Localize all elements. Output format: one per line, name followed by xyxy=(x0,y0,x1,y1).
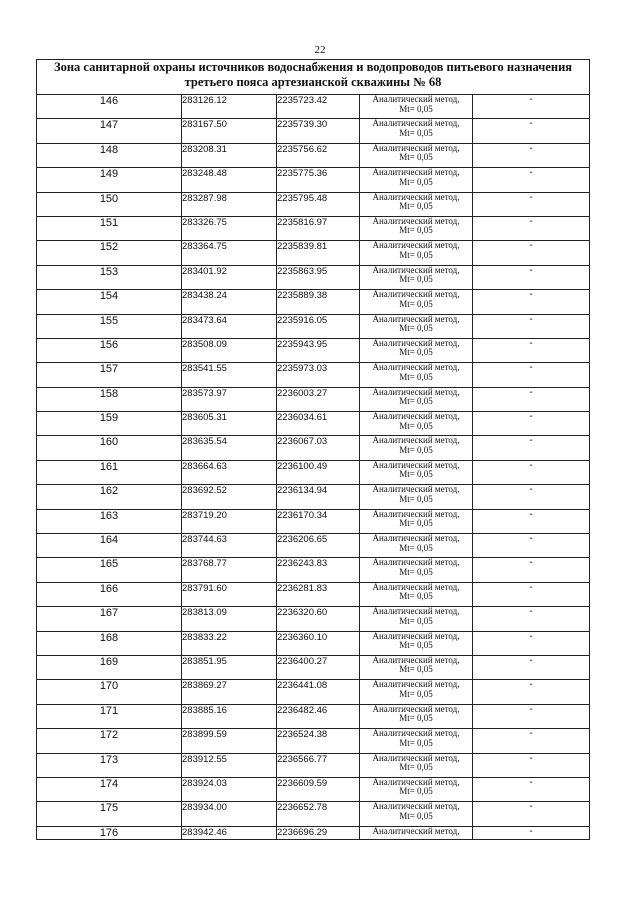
method-text: Аналитический метод, xyxy=(372,460,460,470)
point-number-cell: 151 xyxy=(37,216,182,240)
method-text: Аналитический метод, xyxy=(372,314,460,324)
method-cell xyxy=(360,607,473,631)
point-number-cell: 168 xyxy=(37,631,182,655)
point-number-cell: 153 xyxy=(37,265,182,289)
table-row xyxy=(37,631,590,655)
method-text: Аналитический метод, xyxy=(372,289,460,300)
x-coordinate-cell: 283934.00 xyxy=(182,802,277,826)
x-coordinate-cell: 283885.16 xyxy=(182,704,277,728)
table-row xyxy=(37,777,590,801)
accuracy-text: Mt= 0,05 xyxy=(399,542,433,553)
method-text: Аналитический метод, xyxy=(372,118,460,129)
method-cell xyxy=(360,119,473,143)
table-row xyxy=(37,655,590,679)
method-text: Аналитический метод, xyxy=(372,94,460,104)
table-row xyxy=(37,729,590,753)
note-cell: - xyxy=(473,412,590,436)
table-row xyxy=(37,558,590,582)
x-coordinate-cell: 283438.24 xyxy=(182,290,277,314)
note-cell: - xyxy=(473,655,590,679)
y-coordinate-cell: 2236067.03 xyxy=(277,436,360,460)
method-text: Аналитический метод, xyxy=(372,240,460,251)
table-row xyxy=(37,802,590,826)
method-cell xyxy=(360,680,473,704)
table-row xyxy=(37,216,590,240)
y-coordinate-cell: 2235775.36 xyxy=(277,168,360,192)
point-number-cell: 163 xyxy=(37,509,182,533)
x-coordinate-cell: 283942.46 xyxy=(182,826,277,839)
method-text: Аналитический метод, xyxy=(372,509,460,519)
table-row xyxy=(37,826,590,839)
accuracy-text: Mt= 0,05 xyxy=(399,664,433,675)
point-number-cell: 155 xyxy=(37,314,182,338)
table-row xyxy=(37,290,590,314)
accuracy-text: Mt= 0,05 xyxy=(399,201,433,212)
table-row xyxy=(37,436,590,460)
y-coordinate-cell: 2236281.83 xyxy=(277,582,360,606)
note-cell: - xyxy=(473,485,590,509)
point-number-cell: 160 xyxy=(37,436,182,460)
accuracy-text: Mt= 0,05 xyxy=(399,762,433,773)
method-text: Аналитический метод, xyxy=(372,216,460,226)
accuracy-text: Mt= 0,05 xyxy=(399,371,433,382)
x-coordinate-cell: 283664.63 xyxy=(182,460,277,484)
note-cell: - xyxy=(473,777,590,801)
method-text: Аналитический метод, xyxy=(372,435,460,446)
x-coordinate-cell: 283208.31 xyxy=(182,143,277,167)
accuracy-text: Mt= 0,05 xyxy=(399,298,433,309)
method-cell xyxy=(360,534,473,558)
note-cell: - xyxy=(473,802,590,826)
table-body xyxy=(37,95,590,840)
table-row xyxy=(37,704,590,728)
note-cell: - xyxy=(473,363,590,387)
note-cell: - xyxy=(473,680,590,704)
note-cell: - xyxy=(473,826,590,839)
y-coordinate-cell: 2236524.38 xyxy=(277,729,360,753)
accuracy-text: Mt= 0,05 xyxy=(399,640,433,651)
point-number-cell: 162 xyxy=(37,485,182,509)
y-coordinate-cell: 2235973.03 xyxy=(277,363,360,387)
y-coordinate-cell: 2236566.77 xyxy=(277,753,360,777)
point-number-cell: 156 xyxy=(37,338,182,362)
y-coordinate-cell: 2236441.08 xyxy=(277,680,360,704)
accuracy-text: Mt= 0,05 xyxy=(399,591,433,602)
point-number-cell: 148 xyxy=(37,143,182,167)
method-text: Аналитический метод, xyxy=(372,582,460,592)
accuracy-text: Mt= 0,05 xyxy=(399,152,433,163)
y-coordinate-cell: 2236134.94 xyxy=(277,485,360,509)
note-cell: - xyxy=(473,168,590,192)
method-text: Аналитический метод, xyxy=(372,484,460,495)
accuracy-text: Mt= 0,05 xyxy=(399,176,433,187)
method-cell xyxy=(360,704,473,728)
accuracy-text: Mt= 0,05 xyxy=(399,518,433,529)
y-coordinate-cell: 2236360.10 xyxy=(277,631,360,655)
accuracy-text: Mt= 0,05 xyxy=(399,274,433,285)
note-cell: - xyxy=(473,704,590,728)
x-coordinate-cell: 283248.48 xyxy=(182,168,277,192)
x-coordinate-cell: 283851.95 xyxy=(182,655,277,679)
y-coordinate-cell: 2235795.48 xyxy=(277,192,360,216)
x-coordinate-cell: 283924.03 xyxy=(182,777,277,801)
table-row xyxy=(37,95,590,119)
table-row xyxy=(37,265,590,289)
table-row xyxy=(37,338,590,362)
x-coordinate-cell: 283605.31 xyxy=(182,412,277,436)
accuracy-text: Mt= 0,05 xyxy=(399,688,433,699)
y-coordinate-cell: 2235816.97 xyxy=(277,216,360,240)
note-cell: - xyxy=(473,729,590,753)
y-coordinate-cell: 2236003.27 xyxy=(277,387,360,411)
table-row xyxy=(37,143,590,167)
method-cell xyxy=(360,777,473,801)
point-number-cell: 147 xyxy=(37,119,182,143)
table-row xyxy=(37,119,590,143)
method-cell xyxy=(360,826,473,839)
point-number-cell: 170 xyxy=(37,680,182,704)
method-text: Аналитический метод, xyxy=(372,387,460,397)
note-cell: - xyxy=(473,265,590,289)
method-cell xyxy=(360,290,473,314)
method-cell xyxy=(360,729,473,753)
method-text: Аналитический метод, xyxy=(372,265,460,275)
method-text: Аналитический метод, xyxy=(372,411,460,422)
accuracy-text: Mt= 0,05 xyxy=(399,103,433,114)
x-coordinate-cell: 283869.27 xyxy=(182,680,277,704)
accuracy-text: Mt= 0,05 xyxy=(399,810,433,821)
x-coordinate-cell: 283813.09 xyxy=(182,607,277,631)
table-row xyxy=(37,460,590,484)
y-coordinate-cell: 2235916.05 xyxy=(277,314,360,338)
method-text: Аналитический метод, xyxy=(372,801,460,812)
note-cell: - xyxy=(473,387,590,411)
table-row xyxy=(37,412,590,436)
note-cell: - xyxy=(473,436,590,460)
accuracy-text: Mt= 0,05 xyxy=(399,249,433,260)
point-number-cell: 164 xyxy=(37,534,182,558)
y-coordinate-cell: 2236034.61 xyxy=(277,412,360,436)
y-coordinate-cell: 2235756.62 xyxy=(277,143,360,167)
y-coordinate-cell: 2236206.65 xyxy=(277,534,360,558)
x-coordinate-cell: 283167.50 xyxy=(182,119,277,143)
point-number-cell: 154 xyxy=(37,290,182,314)
note-cell: - xyxy=(473,119,590,143)
table-row xyxy=(37,314,590,338)
accuracy-text: Mt= 0,05 xyxy=(399,615,433,626)
method-cell xyxy=(360,460,473,484)
method-cell xyxy=(360,363,473,387)
x-coordinate-cell: 283126.12 xyxy=(182,95,277,119)
x-coordinate-cell: 283744.63 xyxy=(182,534,277,558)
y-coordinate-cell: 2236696.29 xyxy=(277,826,360,839)
table-row xyxy=(37,680,590,704)
x-coordinate-cell: 283912.55 xyxy=(182,753,277,777)
y-coordinate-cell: 2235839.81 xyxy=(277,241,360,265)
accuracy-text: Mt= 0,05 xyxy=(399,786,433,797)
method-text: Аналитический метод, xyxy=(372,143,460,153)
x-coordinate-cell: 283692.52 xyxy=(182,485,277,509)
note-cell: - xyxy=(473,509,590,533)
method-text: Аналитический метод, xyxy=(372,557,460,568)
method-cell xyxy=(360,338,473,362)
table-row xyxy=(37,168,590,192)
note-cell: - xyxy=(473,216,590,240)
method-cell xyxy=(360,265,473,289)
method-text: Аналитический метод, xyxy=(372,606,460,617)
method-cell xyxy=(360,143,473,167)
x-coordinate-cell: 283573.97 xyxy=(182,387,277,411)
note-cell: - xyxy=(473,631,590,655)
y-coordinate-cell: 2235723.42 xyxy=(277,95,360,119)
point-number-cell: 169 xyxy=(37,655,182,679)
note-cell: - xyxy=(473,558,590,582)
x-coordinate-cell: 283326.75 xyxy=(182,216,277,240)
point-number-cell: 171 xyxy=(37,704,182,728)
method-text: Аналитический метод, xyxy=(372,167,460,178)
method-cell xyxy=(360,314,473,338)
note-cell: - xyxy=(473,314,590,338)
method-text: Аналитический метод, xyxy=(372,192,460,202)
y-coordinate-cell: 2236170.34 xyxy=(277,509,360,533)
table-row xyxy=(37,607,590,631)
method-cell xyxy=(360,95,473,119)
method-cell xyxy=(360,216,473,240)
x-coordinate-cell: 283287.98 xyxy=(182,192,277,216)
method-cell xyxy=(360,241,473,265)
method-cell xyxy=(360,802,473,826)
point-number-cell: 158 xyxy=(37,387,182,411)
note-cell: - xyxy=(473,95,590,119)
method-cell xyxy=(360,582,473,606)
point-number-cell: 165 xyxy=(37,558,182,582)
note-cell: - xyxy=(473,290,590,314)
method-cell xyxy=(360,655,473,679)
table-row xyxy=(37,192,590,216)
x-coordinate-cell: 283401.92 xyxy=(182,265,277,289)
point-number-cell: 174 xyxy=(37,777,182,801)
method-text: Аналитический метод, xyxy=(372,362,460,373)
method-text: Аналитический метод, xyxy=(372,777,460,787)
x-coordinate-cell: 283364.75 xyxy=(182,241,277,265)
table-row xyxy=(37,753,590,777)
point-number-cell: 172 xyxy=(37,729,182,753)
table-row xyxy=(37,485,590,509)
accuracy-text: Mt= 0,05 xyxy=(399,323,433,334)
accuracy-text: Mt= 0,05 xyxy=(399,347,433,358)
method-text: Аналитический метод, xyxy=(372,753,460,763)
note-cell: - xyxy=(473,143,590,167)
point-number-cell: 175 xyxy=(37,802,182,826)
method-cell xyxy=(360,192,473,216)
accuracy-text: Mt= 0,05 xyxy=(399,713,433,724)
y-coordinate-cell: 2236652.78 xyxy=(277,802,360,826)
y-coordinate-cell: 2236100.49 xyxy=(277,460,360,484)
method-cell xyxy=(360,753,473,777)
x-coordinate-cell: 283635.54 xyxy=(182,436,277,460)
note-cell: - xyxy=(473,582,590,606)
method-text: Аналитический метод, xyxy=(372,679,460,690)
method-text: Аналитический метод, xyxy=(372,826,460,836)
method-text: Аналитический метод, xyxy=(372,655,460,665)
accuracy-text: Mt= 0,05 xyxy=(399,444,433,455)
y-coordinate-cell: 2236482.46 xyxy=(277,704,360,728)
method-cell xyxy=(360,485,473,509)
accuracy-text: Mt= 0,05 xyxy=(399,396,433,407)
table-row xyxy=(37,363,590,387)
accuracy-text: Mt= 0,05 xyxy=(399,225,433,236)
method-cell xyxy=(360,168,473,192)
x-coordinate-cell: 283768.77 xyxy=(182,558,277,582)
accuracy-text: Mt= 0,05 xyxy=(399,493,433,504)
accuracy-text: Mt= 0,05 xyxy=(399,566,433,577)
table-row xyxy=(37,509,590,533)
method-cell xyxy=(360,387,473,411)
table-row xyxy=(37,582,590,606)
x-coordinate-cell: 283473.64 xyxy=(182,314,277,338)
table-row xyxy=(37,387,590,411)
y-coordinate-cell: 2236400.27 xyxy=(277,655,360,679)
point-number-cell: 176 xyxy=(37,826,182,839)
method-text: Аналитический метод, xyxy=(372,338,460,348)
point-number-cell: 152 xyxy=(37,241,182,265)
x-coordinate-cell: 283541.55 xyxy=(182,363,277,387)
x-coordinate-cell: 283833.22 xyxy=(182,631,277,655)
x-coordinate-cell: 283719.20 xyxy=(182,509,277,533)
note-cell: - xyxy=(473,534,590,558)
accuracy-text: Mt= 0,05 xyxy=(399,420,433,431)
accuracy-text: Mt= 0,05 xyxy=(399,127,433,138)
y-coordinate-cell: 2235863.95 xyxy=(277,265,360,289)
note-cell: - xyxy=(473,753,590,777)
note-cell: - xyxy=(473,241,590,265)
method-text: Аналитический метод, xyxy=(372,631,460,641)
point-number-cell: 150 xyxy=(37,192,182,216)
page-number: 22 xyxy=(314,44,326,56)
x-coordinate-cell: 283791.60 xyxy=(182,582,277,606)
table-title: Зона санитарной охраны источников водоснабжения и водопроводов питьевого назначения третьего пояса артезианской скважины № 68 xyxy=(37,60,590,95)
method-cell xyxy=(360,631,473,655)
point-number-cell: 167 xyxy=(37,607,182,631)
point-number-cell: 157 xyxy=(37,363,182,387)
x-coordinate-cell: 283899.59 xyxy=(182,729,277,753)
method-text: Аналитический метод, xyxy=(372,728,460,739)
note-cell: - xyxy=(473,338,590,362)
point-number-cell: 146 xyxy=(37,95,182,119)
point-number-cell: 149 xyxy=(37,168,182,192)
coordinates-table xyxy=(36,59,590,840)
accuracy-text: Mt= 0,05 xyxy=(399,469,433,480)
method-text: Аналитический метод, xyxy=(372,704,460,714)
y-coordinate-cell: 2235943.95 xyxy=(277,338,360,362)
point-number-cell: 161 xyxy=(37,460,182,484)
note-cell: - xyxy=(473,607,590,631)
method-cell xyxy=(360,436,473,460)
x-coordinate-cell: 283508.09 xyxy=(182,338,277,362)
y-coordinate-cell: 2236320.60 xyxy=(277,607,360,631)
accuracy-text: Mt= 0,05 xyxy=(399,737,433,748)
table-row xyxy=(37,534,590,558)
y-coordinate-cell: 2235739.30 xyxy=(277,119,360,143)
note-cell: - xyxy=(473,460,590,484)
method-cell xyxy=(360,412,473,436)
point-number-cell: 159 xyxy=(37,412,182,436)
method-cell xyxy=(360,558,473,582)
y-coordinate-cell: 2235889.38 xyxy=(277,290,360,314)
y-coordinate-cell: 2236243.83 xyxy=(277,558,360,582)
note-cell: - xyxy=(473,192,590,216)
y-coordinate-cell: 2236609.59 xyxy=(277,777,360,801)
point-number-cell: 173 xyxy=(37,753,182,777)
table-row xyxy=(37,241,590,265)
point-number-cell: 166 xyxy=(37,582,182,606)
method-cell xyxy=(360,509,473,533)
method-text: Аналитический метод, xyxy=(372,533,460,544)
